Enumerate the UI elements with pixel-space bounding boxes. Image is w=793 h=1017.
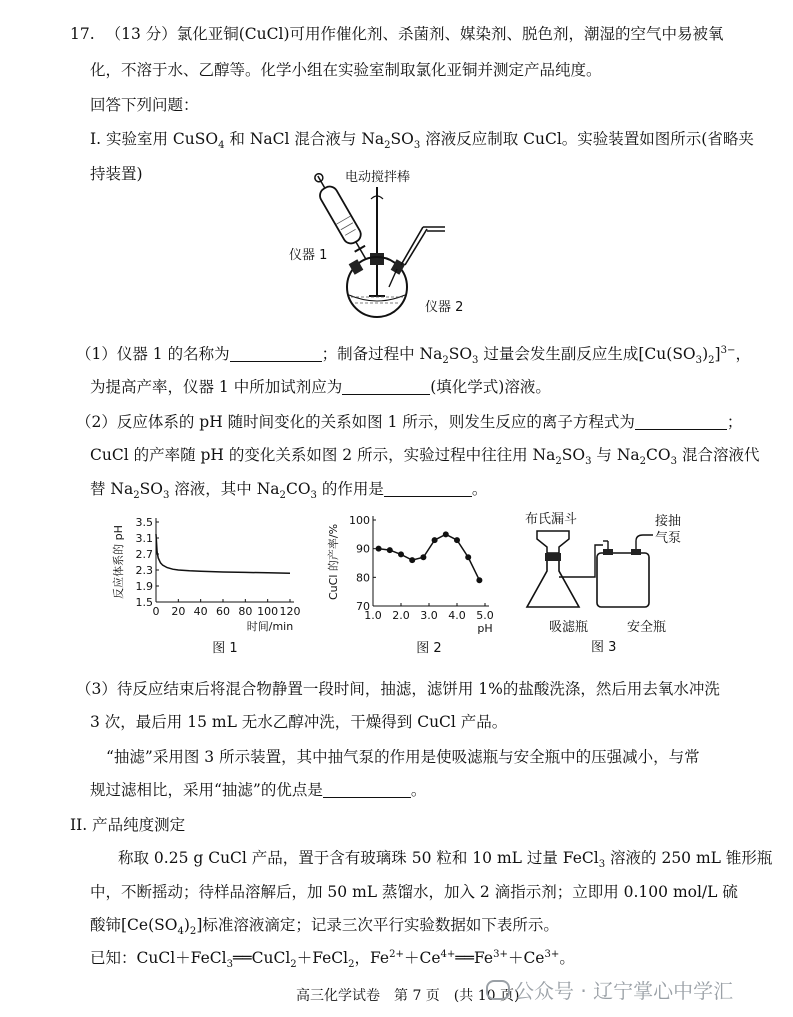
- chart-title: 图 2: [416, 641, 442, 656]
- y-tick-label: 90: [356, 542, 370, 556]
- question-intro-2: 化，不溶于水、乙醇等。化学小组在实验室制取氯化亚铜并测定产品纯度。: [90, 61, 602, 79]
- pump-label-2: 气泵: [655, 531, 682, 546]
- data-point: [454, 537, 460, 543]
- data-point: [387, 547, 393, 553]
- y-axis-label: CuCl 的产率/%: [327, 523, 340, 601]
- part2-heading: II. 产品纯度测定: [70, 816, 186, 834]
- q1-line-1: （1）仪器 1 的名称为 ；制备过程中 $Na_2SO_3$ 过量会发生副反应生成$[Cu(SO_3)_2]^{3-}$，: [76, 344, 751, 367]
- question-intro-1: 氯化亚铜(CuCl)可用作催化剂、杀菌剂、媒染剂、脱色剂，潮湿的空气中易被氧: [176, 25, 724, 43]
- part2-line-1: 称取 0.25 g CuCl 产品，置于含有玻璃珠 50 粒和 10 mL 过量 FeCl$_3$ 溶液的 250 mL 锥形瓶: [118, 849, 773, 871]
- question-prompt: 回答下列问题：: [90, 96, 199, 114]
- y-tick-label: 100: [349, 514, 370, 527]
- x-axis-label: 时间/min: [246, 620, 294, 633]
- part2-line-3: 酸铈$[Ce(SO_4)_2]$标准溶液滴定；记录三次平行实验数据如下表所示。: [90, 916, 559, 938]
- page-footer: 高三化学试卷 第 7 页 (共 10 页): [296, 988, 520, 1004]
- x-tick-label: 3.0: [420, 609, 438, 622]
- question-number: 17.: [70, 25, 95, 43]
- y-tick-label: 1.5: [135, 596, 153, 609]
- watermark: 公众号 · 辽宁掌心中学汇: [486, 975, 733, 1004]
- data-point: [409, 557, 415, 563]
- safety-bottle-shape: [597, 553, 649, 607]
- data-point: [376, 546, 382, 552]
- y-tick-label: 70: [356, 600, 370, 613]
- data-point: [420, 554, 426, 560]
- q3-line-3: “抽滤”采用图 3 所示装置，其中抽气泵的作用是使吸滤瓶与安全瓶中的压强减小，与常: [106, 748, 700, 766]
- x-tick-label: 20: [171, 605, 186, 618]
- figure-3-apparatus: [515, 505, 715, 655]
- answer-blank-ionic-equation[interactable]: [635, 414, 727, 431]
- part2-line-2: 中，不断摇动；待样品溶解后，加 50 mL 蒸馏水，加入 2 滴指示剂；立即用 0.100 mol/L 硫: [90, 883, 738, 901]
- figure-3-title: 图 3: [591, 640, 617, 655]
- x-tick-label: 60: [216, 605, 230, 618]
- chart-title: 图 1: [212, 641, 238, 656]
- y-tick-label: 2.7: [135, 548, 153, 561]
- x-axis-label: pH: [477, 622, 493, 635]
- answer-blank-instrument1-name[interactable]: [230, 346, 322, 363]
- stirrer-label: 电动搅拌棒: [345, 170, 411, 185]
- y-tick-label: 80: [356, 571, 370, 585]
- pump-label-1: 接抽: [655, 514, 682, 529]
- q3-line-1: （3）待反应结束后将混合物静置一段时间，抽滤，滤饼用 1%的盐酸洗涤，然后用去氧水冲洗: [76, 680, 720, 698]
- instrument1-label: 仪器 1: [289, 248, 328, 263]
- x-tick-label: 0: [152, 605, 160, 618]
- data-point: [398, 551, 404, 557]
- known-reactions: 已知：CuCl＋FeCl$_3$══CuCl$_2$＋FeCl$_2$，$Fe^{2+}+Ce^{4+}══Fe^{3+}+Ce^{3+}$。: [90, 948, 575, 971]
- safety-bottle-label: 安全瓶: [627, 620, 667, 635]
- wechat-icon: [486, 980, 510, 1000]
- y-tick-label: 2.3: [135, 564, 153, 577]
- q2-line-1: （2）反应体系的 pH 随时间变化的关系如图 1 所示，则发生反应的离子方程式为 ；: [76, 413, 743, 431]
- q3-line-2: 3 次，最后用 15 mL 无水乙醇冲洗，干燥得到 CuCl 产品。: [90, 713, 508, 731]
- question-score: （13 分）: [105, 25, 177, 43]
- x-tick-label: 2.0: [392, 609, 410, 622]
- data-point: [465, 554, 471, 560]
- y-axis-label: 反应体系的 pH: [112, 525, 125, 599]
- buchner-funnel-shape: [537, 531, 569, 561]
- series-line: [156, 534, 290, 573]
- x-tick-label: 40: [193, 605, 208, 618]
- y-tick-label: 3.1: [135, 532, 153, 545]
- part1-heading-2: 持装置): [90, 165, 143, 183]
- answer-blank-na2co3-role[interactable]: [384, 481, 472, 498]
- x-tick-label: 1.0: [364, 609, 382, 622]
- y-tick-label: 3.5: [135, 516, 153, 529]
- answer-blank-suction-advantage[interactable]: [323, 782, 411, 799]
- funnel-label: 布氏漏斗: [525, 512, 578, 527]
- x-tick-label: 120: [279, 605, 301, 618]
- figure-1-chart: [110, 510, 310, 660]
- answer-blank-reagent[interactable]: [342, 379, 430, 396]
- q3-line-4: 规过滤相比，采用“抽滤”的优点是 。: [90, 781, 427, 799]
- x-tick-label: 5.0: [476, 609, 494, 622]
- x-tick-label: 4.0: [448, 609, 466, 622]
- figure-2-chart: [325, 510, 505, 660]
- y-tick-label: 1.9: [135, 580, 153, 593]
- q2-line-3: 替 $Na_2SO_3$ 溶液，其中 $Na_2CO_3$ 的作用是 。: [90, 480, 488, 502]
- suction-flask-shape: [527, 561, 579, 607]
- apparatus-diagram: [285, 165, 485, 325]
- data-point: [443, 531, 449, 537]
- data-point: [432, 537, 438, 543]
- data-point: [476, 577, 482, 583]
- q2-line-2: CuCl 的产率随 pH 的变化关系如图 2 所示，实验过程中往往用 $Na_2SO_3$ 与 $Na_2CO_3$ 混合溶液代: [90, 446, 760, 468]
- x-tick-label: 100: [257, 605, 279, 618]
- flask-label: 吸滤瓶: [549, 620, 589, 635]
- x-tick-label: 80: [238, 605, 253, 618]
- series-line: [379, 534, 480, 580]
- part1-heading: I. 实验室用 CuSO$_4$ 和 NaCl 混合液与 $Na_2SO_3$ 溶液反应制取 CuCl。实验装置如图所示(省略夹: [90, 130, 754, 152]
- q1-line-2: 为提高产率，仪器 1 中所加试剂应为 (填化学式)溶液。: [90, 378, 551, 396]
- instrument2-label: 仪器 2: [425, 300, 464, 315]
